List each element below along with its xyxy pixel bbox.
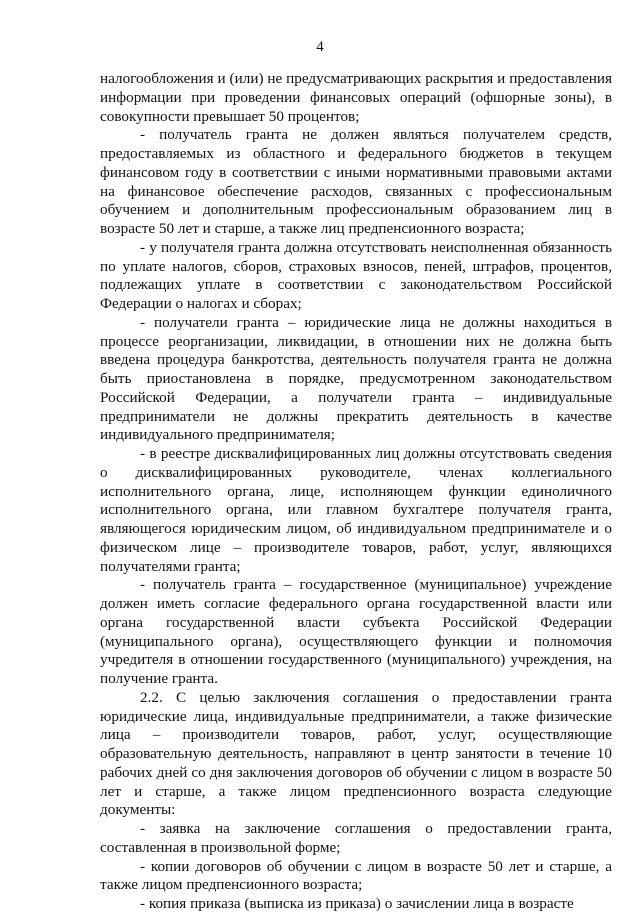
paragraph-disqualified-persons-requirement: - в реестре дисквалифицированных лиц должны отсутствовать сведения о дисквалифицированных руководителе, членах коллегиального исполнительного органа, лице, исполняющем функции единоличного исполнительного органа, или главном бухгалтере получателя гранта, являющегося юридическим лицом, об индивидуальном предпринимателе и о физическом лице – производителе товаров, работ, услуг, являющихся получателями гранта; [100,445,612,575]
paragraph-tax-debt-requirement: - у получателя гранта должна отсутствовать неисполненная обязанность по уплате налогов, сборов, страховых взносов, пеней, штрафов, процентов, подлежащих уплате в соответствии с законодательством Российской Федерации о налогах и сборах; [100,238,612,312]
paragraph-budget-funds-requirement: - получатель гранта не должен являться получателем средств, предоставляемых из областного и федерального бюджетов в текущем финансовом году в соответствии с иными нормативными правовыми актами на финансовое обеспечение расходов, связанных с профессиональным обучением и дополнительным профессиональным образованием лиц в возрасте 50 лет и старше, а также лиц предпенсионного возраста; [100,126,612,237]
paragraph-offshore-continuation: налогообложения и (или) не предусматривающих раскрытия и предоставления информации при проведении финансовых операций (офшорные зоны), в совокупности превышает 50 процентов; [100,70,612,125]
list-item-enrollment-order: - копия приказа (выписка из приказа) о зачислении лица в возрасте [140,895,574,912]
document-body [100,70,612,914]
page-number: 4 [316,39,324,55]
paragraph-state-institution-requirement: - получатель гранта – государственное (муниципальное) учреждение должен иметь согласие федерального органа государственной власти или органа государственной власти субъекта Российской Федерации (муниципального органа), осуществляющего функции и полномочия учредителя в отношении государственного (муниципального) учреждения, на получение гранта. [100,576,612,687]
paragraph-reorganization-requirement: - получатели гранта – юридические лица не должны находиться в процессе реорганизации, ликвидации, в отношении них не должна быть введена процедура банкротства, деятельность получателя гранта не должна быть приостановлена в порядке, предусмотренном законодательством Российской Федерации, а получатели гранта – индивидуальные предприниматели не должны прекратить деятельность в качестве индивидуального предпринимателя; [100,313,612,444]
paragraph-section-2-2: 2.2. С целью заключения соглашения о предоставлении гранта юридические лица, индивидуальные предприниматели, а также физические лица – производители товаров, работ, услуг, осуществляющие образовательную деятельность, направляют в центр занятости в течение 10 рабочих дней со дня заключения договоров об обучении с лицом в возрасте 50 лет и старше, а также лицом предпенсионного возраста следующие документы: [100,688,612,819]
list-item-contract-copies: - копии договоров об обучении с лицом в возрасте 50 лет и старше, а также лицом предпенсионного возраста; [100,857,612,894]
list-item-application: - заявка на заключение соглашения о предоставлении гранта, составленная в произвольной форме; [100,820,612,856]
